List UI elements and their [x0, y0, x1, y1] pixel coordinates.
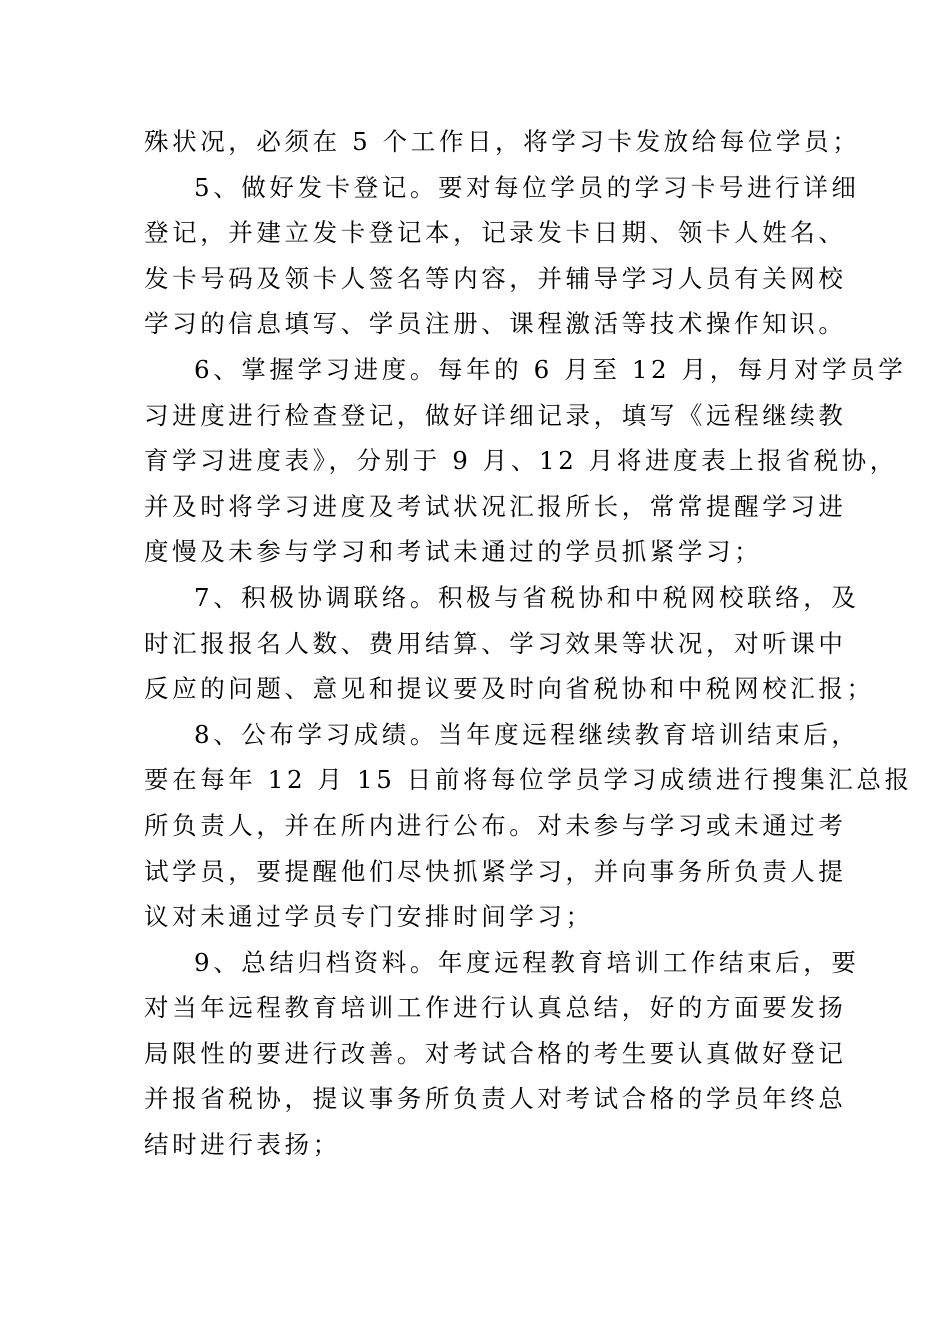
text-line: 习进度进行检查登记，做好详细记录，填写《远程继续教 — [144, 400, 847, 430]
text-line: 7、积极协调联络。积极与省税协和中税网校联络，及 — [194, 582, 860, 612]
text-line: 议对未通过学员专门安排时间学习； — [144, 902, 594, 932]
text-line: 试学员，要提醒他们尽快抓紧学习，并向事务所负责人提 — [144, 856, 847, 886]
text-line: 5、做好发卡登记。要对每位学员的学习卡号进行详细 — [194, 172, 860, 202]
text-line: 时汇报报名人数、费用结算、学习效果等状况，对听课中 — [144, 628, 847, 658]
text-line: 登记，并建立发卡登记本，记录发卡日期、领卡人姓名、 — [144, 218, 847, 248]
text-line: 度慢及未参与学习和考试未通过的学员抓紧学习； — [144, 537, 763, 567]
text-line: 结时进行表扬； — [144, 1130, 341, 1160]
text-line: 殊状况，必须在 5 个工作日，将学习卡发放给每位学员； — [144, 127, 861, 156]
text-line: 8、公布学习成绩。当年度远程继续教育培训结束后， — [194, 719, 860, 749]
text-line: 学习的信息填写、学员注册、课程激活等技术操作知识。 — [144, 309, 847, 339]
text-line: 反应的问题、意见和提议要及时向省税协和中税网校汇报； — [144, 674, 875, 704]
text-line: 9、总结归档资料。年度远程教育培训工作结束后，要 — [194, 947, 860, 977]
text-line: 并及时将学习进度及考试状况汇报所长，常常提醒学习进 — [144, 491, 847, 521]
text-line: 育学习进度表》，分别于 9 月、12 月将进度表上报省税协， — [144, 446, 898, 476]
text-line: 所负责人，并在所内进行公布。对未参与学习或未通过考 — [144, 810, 847, 840]
text-line: 要在每年 12 月 15 日前将每位学员学习成绩进行搜集汇总报 — [144, 765, 913, 795]
text-line: 对当年远程教育培训工作进行认真总结，好的方面要发扬 — [144, 993, 847, 1023]
document-body — [144, 119, 913, 1168]
text-line: 6、掌握学习进度。每年的 6 月至 12 月，每月对学员学 — [194, 354, 907, 384]
text-line: 局限性的要进行改善。对考试合格的考生要认真做好登记 — [144, 1038, 847, 1068]
text-line: 并报省税协，提议事务所负责人对考试合格的学员年终总 — [144, 1084, 847, 1114]
text-line: 发卡号码及领卡人签名等内容，并辅导学习人员有关网校 — [144, 263, 847, 293]
